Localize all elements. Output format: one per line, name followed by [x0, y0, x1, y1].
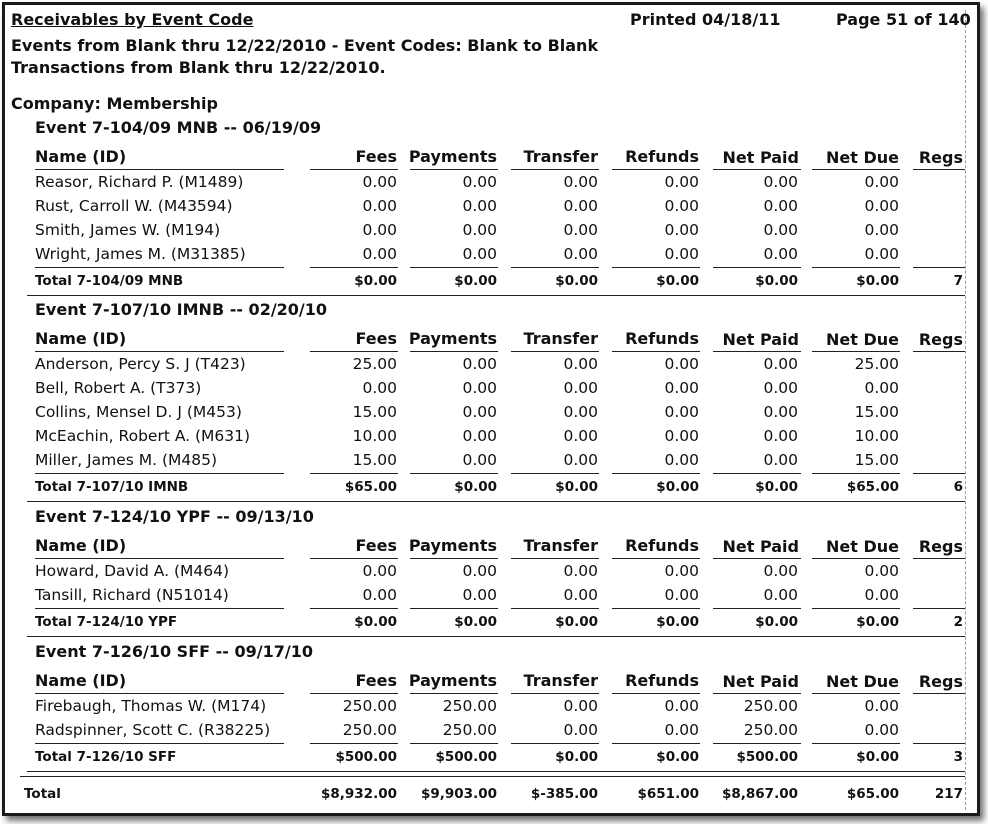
total-regs: 6: [953, 479, 963, 495]
amount-transfer: 0.00: [563, 451, 598, 469]
amount-transfer: 0.00: [563, 379, 598, 397]
subtotal-underline: [511, 473, 599, 474]
amount-payments: 0.00: [462, 562, 497, 580]
total-net-paid: $0.00: [755, 479, 798, 495]
subtotal-underline: [812, 608, 900, 609]
subtotal-underline: [310, 473, 398, 474]
amount-net-paid: 0.00: [763, 379, 798, 397]
header-underline: [812, 169, 900, 170]
amount-fees: 15.00: [352, 403, 397, 421]
amount-fees: 250.00: [342, 697, 397, 715]
column-header-fees: Fees: [355, 147, 397, 166]
amount-payments: 0.00: [462, 355, 497, 373]
header-underline: [310, 693, 398, 694]
amount-net-due: 0.00: [864, 245, 899, 263]
header-underline: [913, 558, 965, 559]
total-payments: $0.00: [454, 614, 497, 630]
amount-net-due: 15.00: [854, 403, 899, 421]
header-underline: [35, 693, 284, 694]
total-fees: $0.00: [354, 273, 397, 289]
header-underline: [410, 351, 498, 352]
total-regs: 7: [953, 273, 963, 289]
member-name: Anderson, Percy S. J (T423): [35, 355, 246, 373]
header-underline: [812, 693, 900, 694]
amount-transfer: 0.00: [563, 173, 598, 191]
subtotal-underline: [511, 608, 599, 609]
amount-payments: 0.00: [462, 427, 497, 445]
event-total-label: Total 7-104/09 MNB: [35, 273, 184, 289]
grand-total-payments: $9,903.00: [420, 786, 497, 802]
amount-net-due: 0.00: [864, 562, 899, 580]
event-separator: [27, 771, 965, 772]
subtotal-underline: [913, 608, 965, 609]
member-name: Collins, Mensel D. J (M453): [35, 403, 242, 421]
amount-refunds: 0.00: [664, 451, 699, 469]
column-header-net-paid: Net Paid: [722, 148, 799, 167]
header-underline: [35, 351, 284, 352]
member-name: Howard, David A. (M464): [35, 562, 230, 580]
amount-refunds: 0.00: [664, 379, 699, 397]
amount-net-paid: 0.00: [763, 562, 798, 580]
member-name: Firebaugh, Thomas W. (M174): [35, 697, 267, 715]
column-header-name: Name (ID): [35, 147, 127, 166]
amount-net-paid: 0.00: [763, 586, 798, 604]
total-net-paid: $0.00: [755, 273, 798, 289]
total-transfer: $0.00: [555, 273, 598, 289]
column-header-regs: Regs: [918, 330, 963, 349]
event-title: Event 7-107/10 IMNB -- 02/20/10: [35, 300, 328, 319]
member-name: Smith, James W. (M194): [35, 221, 221, 239]
column-header-transfer: Transfer: [523, 536, 598, 555]
grand-total-fees: $8,932.00: [320, 786, 397, 802]
subtotal-underline: [713, 473, 801, 474]
amount-refunds: 0.00: [664, 355, 699, 373]
amount-transfer: 0.00: [563, 245, 598, 263]
column-header-transfer: Transfer: [523, 147, 598, 166]
subtotal-underline: [612, 743, 700, 744]
amount-fees: 25.00: [352, 355, 397, 373]
total-fees: $65.00: [344, 479, 397, 495]
member-name: Wright, James M. (M31385): [35, 245, 246, 263]
amount-refunds: 0.00: [664, 173, 699, 191]
amount-net-due: 0.00: [864, 173, 899, 191]
printed-date: Printed 04/18/11: [630, 10, 781, 29]
amount-transfer: 0.00: [563, 562, 598, 580]
amount-refunds: 0.00: [664, 221, 699, 239]
amount-transfer: 0.00: [563, 586, 598, 604]
amount-refunds: 0.00: [664, 721, 699, 739]
column-header-regs: Regs: [918, 672, 963, 691]
column-header-net-due: Net Due: [826, 672, 899, 691]
total-fees: $500.00: [335, 749, 397, 765]
column-header-fees: Fees: [355, 536, 397, 555]
amount-net-paid: 0.00: [763, 221, 798, 239]
subtotal-underline: [410, 473, 498, 474]
total-net-due: $0.00: [856, 273, 899, 289]
member-name: Rust, Carroll W. (M43594): [35, 197, 233, 215]
column-header-regs: Regs: [918, 537, 963, 556]
amount-net-due: 10.00: [854, 427, 899, 445]
column-header-net-due: Net Due: [826, 537, 899, 556]
subtotal-underline: [713, 743, 801, 744]
subtotal-underline: [913, 743, 965, 744]
report-title: Receivables by Event Code: [11, 10, 254, 29]
amount-payments: 0.00: [462, 245, 497, 263]
total-payments: $500.00: [435, 749, 497, 765]
total-transfer: $0.00: [555, 479, 598, 495]
column-header-regs: Regs: [918, 148, 963, 167]
total-refunds: $0.00: [656, 749, 699, 765]
amount-fees: 0.00: [362, 197, 397, 215]
subtotal-underline: [310, 743, 398, 744]
subtotal-underline: [35, 267, 284, 268]
amount-transfer: 0.00: [563, 197, 598, 215]
column-header-payments: Payments: [408, 329, 497, 348]
header-underline: [35, 558, 284, 559]
event-title: Event 7-124/10 YPF -- 09/13/10: [35, 507, 314, 526]
subtotal-underline: [410, 743, 498, 744]
header-underline: [410, 169, 498, 170]
transaction-filter-line: Transactions from Blank thru 12/22/2010.: [11, 58, 386, 77]
total-regs: 3: [953, 749, 963, 765]
amount-net-due: 25.00: [854, 355, 899, 373]
amount-refunds: 0.00: [664, 562, 699, 580]
column-header-refunds: Refunds: [625, 329, 699, 348]
amount-refunds: 0.00: [664, 586, 699, 604]
total-fees: $0.00: [354, 614, 397, 630]
grand-total-label: Total: [24, 786, 61, 802]
column-header-refunds: Refunds: [625, 536, 699, 555]
header-underline: [310, 558, 398, 559]
header-underline: [812, 351, 900, 352]
column-header-payments: Payments: [408, 671, 497, 690]
amount-fees: 10.00: [352, 427, 397, 445]
subtotal-underline: [612, 267, 700, 268]
amount-fees: 15.00: [352, 451, 397, 469]
column-header-net-due: Net Due: [826, 148, 899, 167]
amount-net-paid: 0.00: [763, 197, 798, 215]
grand-total-transfer: $-385.00: [530, 786, 598, 802]
header-underline: [511, 693, 599, 694]
header-underline: [612, 169, 700, 170]
amount-net-paid: 0.00: [763, 403, 798, 421]
page-edge: [965, 10, 966, 810]
column-header-fees: Fees: [355, 671, 397, 690]
subtotal-underline: [410, 608, 498, 609]
header-underline: [511, 169, 599, 170]
subtotal-underline: [913, 473, 965, 474]
amount-refunds: 0.00: [664, 245, 699, 263]
amount-net-paid: 0.00: [763, 173, 798, 191]
subtotal-underline: [913, 267, 965, 268]
grand-total-net-due: $65.00: [846, 786, 899, 802]
amount-net-paid: 0.00: [763, 451, 798, 469]
total-transfer: $0.00: [555, 614, 598, 630]
amount-refunds: 0.00: [664, 197, 699, 215]
column-header-refunds: Refunds: [625, 671, 699, 690]
amount-fees: 0.00: [362, 245, 397, 263]
header-underline: [310, 169, 398, 170]
header-underline: [913, 169, 965, 170]
amount-fees: 0.00: [362, 173, 397, 191]
subtotal-underline: [812, 473, 900, 474]
amount-net-paid: 0.00: [763, 355, 798, 373]
header-underline: [713, 169, 801, 170]
column-header-name: Name (ID): [35, 536, 127, 555]
amount-payments: 0.00: [462, 403, 497, 421]
subtotal-underline: [310, 267, 398, 268]
total-net-paid: $0.00: [755, 614, 798, 630]
header-underline: [310, 351, 398, 352]
header-underline: [713, 693, 801, 694]
member-name: McEachin, Robert A. (M631): [35, 427, 251, 445]
grand-total-regs: 217: [934, 786, 963, 802]
event-title: Event 7-126/10 SFF -- 09/17/10: [35, 642, 313, 661]
amount-net-due: 0.00: [864, 586, 899, 604]
subtotal-underline: [310, 608, 398, 609]
subtotal-underline: [35, 608, 284, 609]
member-name: Miller, James M. (M485): [35, 451, 218, 469]
amount-payments: 0.00: [462, 379, 497, 397]
subtotal-underline: [612, 608, 700, 609]
member-name: Radspinner, Scott C. (R38225): [35, 721, 271, 739]
amount-fees: 0.00: [362, 379, 397, 397]
event-total-label: Total 7-124/10 YPF: [35, 614, 178, 630]
column-header-fees: Fees: [355, 329, 397, 348]
column-header-name: Name (ID): [35, 329, 127, 348]
amount-payments: 250.00: [442, 697, 497, 715]
amount-net-due: 0.00: [864, 697, 899, 715]
amount-net-due: 15.00: [854, 451, 899, 469]
amount-refunds: 0.00: [664, 403, 699, 421]
header-underline: [713, 351, 801, 352]
amount-net-paid: 250.00: [743, 721, 798, 739]
event-separator: [27, 636, 965, 637]
event-total-label: Total 7-107/10 IMNB: [35, 479, 189, 495]
header-underline: [511, 558, 599, 559]
subtotal-underline: [612, 473, 700, 474]
amount-payments: 0.00: [462, 586, 497, 604]
amount-net-due: 0.00: [864, 197, 899, 215]
header-underline: [612, 693, 700, 694]
subtotal-underline: [812, 267, 900, 268]
total-regs: 2: [953, 614, 963, 630]
amount-payments: 0.00: [462, 173, 497, 191]
grand-total-net-paid: $8,867.00: [721, 786, 798, 802]
subtotal-underline: [511, 743, 599, 744]
amount-refunds: 0.00: [664, 697, 699, 715]
column-header-name: Name (ID): [35, 671, 127, 690]
header-underline: [511, 351, 599, 352]
subtotal-underline: [35, 743, 284, 744]
total-payments: $0.00: [454, 479, 497, 495]
member-name: Reasor, Richard P. (M1489): [35, 173, 244, 191]
header-underline: [713, 558, 801, 559]
amount-payments: 0.00: [462, 221, 497, 239]
amount-transfer: 0.00: [563, 355, 598, 373]
total-refunds: $0.00: [656, 614, 699, 630]
page-number: Page 51 of 140: [836, 10, 971, 29]
column-header-payments: Payments: [408, 147, 497, 166]
subtotal-underline: [713, 267, 801, 268]
header-underline: [812, 558, 900, 559]
header-underline: [35, 169, 284, 170]
amount-fees: 0.00: [362, 586, 397, 604]
subtotal-underline: [511, 267, 599, 268]
total-net-due: $0.00: [856, 749, 899, 765]
grand-total-separator: [20, 776, 965, 777]
amount-net-due: 0.00: [864, 721, 899, 739]
event-total-label: Total 7-126/10 SFF: [35, 749, 177, 765]
amount-transfer: 0.00: [563, 697, 598, 715]
column-header-net-paid: Net Paid: [722, 330, 799, 349]
subtotal-underline: [410, 267, 498, 268]
amount-transfer: 0.00: [563, 721, 598, 739]
company-heading: Company: Membership: [11, 94, 218, 113]
total-refunds: $0.00: [656, 479, 699, 495]
grand-total-refunds: $651.00: [637, 786, 699, 802]
amount-transfer: 0.00: [563, 403, 598, 421]
column-header-refunds: Refunds: [625, 147, 699, 166]
amount-payments: 0.00: [462, 197, 497, 215]
event-title: Event 7-104/09 MNB -- 06/19/09: [35, 118, 322, 137]
header-underline: [913, 693, 965, 694]
amount-net-paid: 0.00: [763, 245, 798, 263]
amount-payments: 250.00: [442, 721, 497, 739]
column-header-net-paid: Net Paid: [722, 537, 799, 556]
header-underline: [612, 351, 700, 352]
column-header-transfer: Transfer: [523, 329, 598, 348]
total-net-due: $65.00: [846, 479, 899, 495]
column-header-transfer: Transfer: [523, 671, 598, 690]
total-net-due: $0.00: [856, 614, 899, 630]
subtotal-underline: [812, 743, 900, 744]
amount-payments: 0.00: [462, 451, 497, 469]
event-separator: [27, 501, 965, 502]
member-name: Bell, Robert A. (T373): [35, 379, 202, 397]
amount-net-paid: 0.00: [763, 427, 798, 445]
amount-transfer: 0.00: [563, 221, 598, 239]
amount-fees: 250.00: [342, 721, 397, 739]
member-name: Tansill, Richard (N51014): [35, 586, 229, 604]
column-header-net-paid: Net Paid: [722, 672, 799, 691]
amount-net-due: 0.00: [864, 221, 899, 239]
amount-net-due: 0.00: [864, 379, 899, 397]
column-header-net-due: Net Due: [826, 330, 899, 349]
amount-refunds: 0.00: [664, 427, 699, 445]
column-header-payments: Payments: [408, 536, 497, 555]
header-underline: [410, 558, 498, 559]
subtotal-underline: [713, 608, 801, 609]
header-underline: [913, 351, 965, 352]
header-underline: [612, 558, 700, 559]
amount-transfer: 0.00: [563, 427, 598, 445]
event-separator: [27, 295, 965, 296]
event-filter-line: Events from Blank thru 12/22/2010 - Event Codes: Blank to Blank: [11, 36, 599, 55]
total-net-paid: $500.00: [736, 749, 798, 765]
amount-fees: 0.00: [362, 562, 397, 580]
header-underline: [410, 693, 498, 694]
subtotal-underline: [35, 473, 284, 474]
total-transfer: $0.00: [555, 749, 598, 765]
total-refunds: $0.00: [656, 273, 699, 289]
amount-fees: 0.00: [362, 221, 397, 239]
amount-net-paid: 250.00: [743, 697, 798, 715]
total-payments: $0.00: [454, 273, 497, 289]
